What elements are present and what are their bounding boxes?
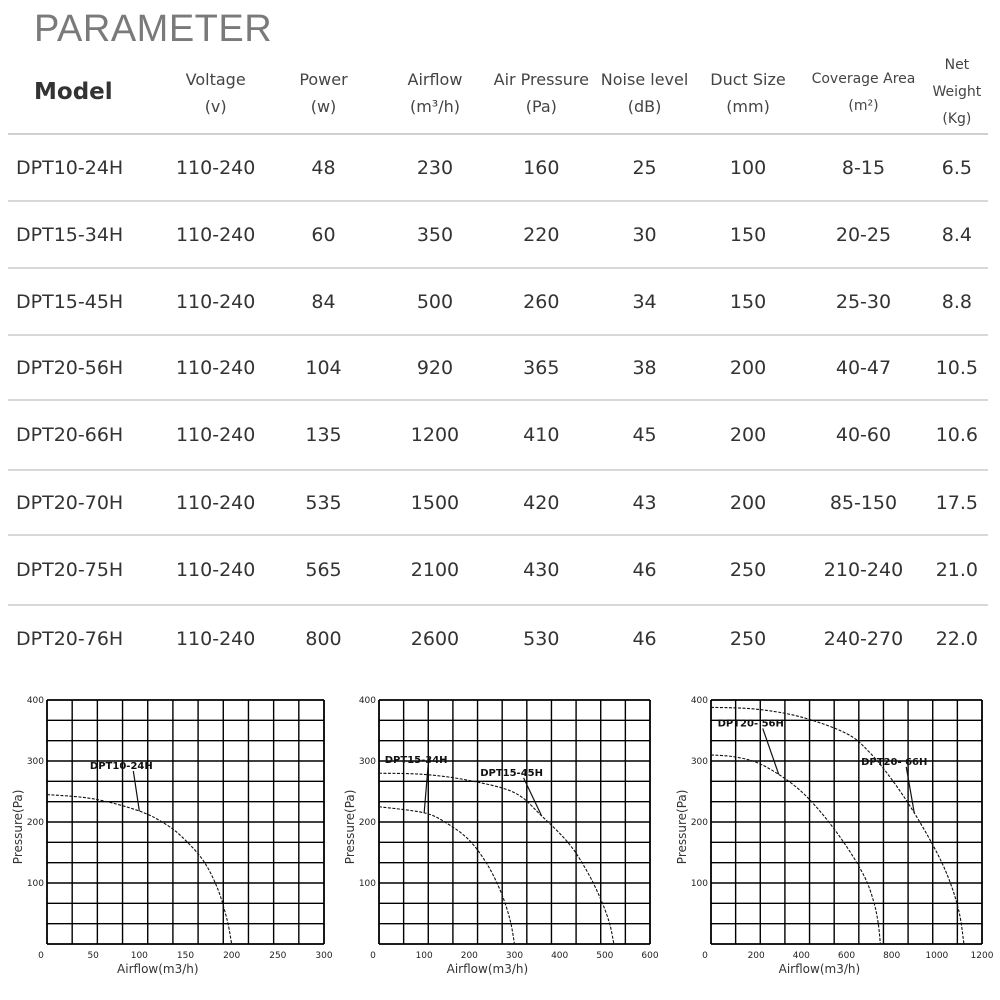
table-cell: 34 bbox=[594, 268, 695, 335]
table-cell: 2600 bbox=[410, 627, 460, 650]
column-header bbox=[382, 52, 489, 134]
table-cell: 46 bbox=[594, 535, 695, 605]
table-cell: 920 bbox=[382, 335, 489, 400]
table-cell: 110-240 bbox=[166, 201, 266, 268]
table-row bbox=[8, 201, 988, 268]
table-cell: 535 bbox=[266, 470, 382, 535]
model-cell: DPT15-45H bbox=[8, 268, 166, 335]
table-cell: 85-150 bbox=[801, 470, 926, 535]
table-cell: 110-240 bbox=[166, 400, 266, 470]
model-cell: DPT20-70H bbox=[8, 470, 166, 535]
table-cell: 110-240 bbox=[166, 470, 266, 535]
x-tick-label: 1000 bbox=[925, 951, 949, 961]
x-axis-label: Airflow(m3/h) bbox=[778, 962, 861, 976]
column-header-unit: (m³/h) bbox=[409, 96, 460, 116]
table-cell: 8.8 bbox=[926, 268, 988, 335]
series-curve bbox=[711, 755, 880, 944]
x-tick-label: 100 bbox=[130, 951, 148, 961]
column-header-label: Coverage Area bbox=[811, 70, 916, 87]
chart-dpt15 bbox=[332, 690, 662, 980]
x-axis-label: Airflow(m3/h) bbox=[117, 962, 199, 976]
table-cell: 800 bbox=[305, 627, 342, 650]
x-tick-label: 400 bbox=[551, 951, 569, 961]
y-tick-label: 200 bbox=[26, 818, 44, 828]
grid bbox=[379, 700, 650, 944]
table-cell: 8.4 bbox=[926, 201, 988, 268]
x-axis-label: Airflow(m3/h) bbox=[446, 962, 529, 976]
table-cell: 250 bbox=[729, 627, 767, 650]
y-axis-label: Pressure(Pa) bbox=[11, 789, 25, 865]
series-leader-line bbox=[424, 765, 428, 813]
table-cell: 200 bbox=[695, 400, 801, 470]
column-header-label: Duct Size bbox=[710, 69, 786, 89]
y-tick-label: 200 bbox=[690, 818, 708, 828]
table-cell: 43 bbox=[594, 470, 695, 535]
table-cell: 160 bbox=[488, 134, 594, 201]
grid bbox=[47, 700, 324, 944]
series-label: DPT15-45H bbox=[480, 767, 544, 779]
table-cell: 1500 bbox=[382, 470, 489, 535]
table-cell: 135 bbox=[266, 400, 382, 470]
x-tick-label: 150 bbox=[176, 951, 195, 961]
x-tick-label: 0 bbox=[370, 951, 376, 961]
series-curve bbox=[379, 773, 614, 944]
y-tick-label: 100 bbox=[26, 879, 44, 889]
series-curve bbox=[47, 795, 232, 944]
table-cell: 250 bbox=[695, 535, 801, 605]
table-cell: 45 bbox=[594, 400, 695, 470]
table-cell: 20-25 bbox=[801, 201, 926, 268]
column-header-unit: (dB) bbox=[627, 96, 662, 116]
table-cell: 100 bbox=[695, 134, 801, 201]
y-tick-label: 200 bbox=[358, 818, 376, 828]
table-cell: 350 bbox=[382, 201, 489, 268]
table-cell: 200 bbox=[695, 470, 801, 535]
parameter-table bbox=[8, 52, 988, 671]
table-cell: 40-60 bbox=[801, 400, 926, 470]
y-tick-label: 100 bbox=[690, 879, 708, 889]
table-cell: 110-240 bbox=[166, 268, 266, 335]
model-cell: DPT20-56H bbox=[8, 335, 166, 400]
chart-dpt10 bbox=[0, 690, 333, 980]
series-label: DPT15-34H bbox=[384, 754, 448, 766]
table-cell: 48 bbox=[266, 134, 382, 201]
model-cell: DPT10-24H bbox=[8, 134, 166, 201]
table-cell: 84 bbox=[266, 268, 382, 335]
model-cell: DPT20-76H bbox=[16, 627, 124, 650]
x-tick-label: 200 bbox=[460, 951, 478, 961]
series-curve bbox=[711, 707, 964, 944]
column-header bbox=[8, 52, 166, 134]
model-cell: DPT20-66H bbox=[8, 400, 166, 470]
table-cell: 10.5 bbox=[926, 335, 988, 400]
x-tick-label: 600 bbox=[641, 951, 659, 961]
table-cell: 25 bbox=[594, 134, 695, 201]
x-tick-label: 0 bbox=[702, 951, 708, 961]
table-cell: 110-240 bbox=[166, 335, 266, 400]
series-label: DPT20- 56H bbox=[717, 718, 784, 730]
column-header bbox=[166, 52, 266, 134]
x-tick-label: 300 bbox=[505, 951, 524, 961]
header-row bbox=[8, 52, 988, 134]
table-cell: 46 bbox=[632, 627, 657, 650]
table-cell: 150 bbox=[695, 201, 801, 268]
table-body bbox=[8, 134, 988, 671]
series-leader-line bbox=[763, 728, 779, 774]
column-header-unit: (m²) bbox=[848, 97, 879, 114]
x-tick-label: 1200 bbox=[970, 951, 994, 961]
y-tick-label: 400 bbox=[690, 696, 708, 706]
table-cell: 530 bbox=[523, 627, 560, 650]
y-tick-label: 300 bbox=[690, 757, 708, 767]
table-row bbox=[8, 335, 988, 400]
chart-dpt20 bbox=[664, 690, 994, 980]
table-cell: 430 bbox=[488, 535, 594, 605]
table-cell: 220 bbox=[488, 201, 594, 268]
y-tick-label: 400 bbox=[26, 696, 44, 706]
table-cell: 40-47 bbox=[801, 335, 926, 400]
x-tick-label: 400 bbox=[792, 951, 810, 961]
column-header-label: Power bbox=[299, 69, 348, 89]
table-cell: 38 bbox=[594, 335, 695, 400]
table-cell: 10.6 bbox=[926, 400, 988, 470]
y-tick-label: 100 bbox=[358, 879, 376, 889]
column-header-unit: (mm) bbox=[726, 96, 770, 116]
table-row bbox=[8, 470, 988, 535]
table-cell: 150 bbox=[695, 268, 801, 335]
table-row bbox=[8, 535, 988, 605]
series-leader-line bbox=[133, 771, 139, 811]
x-tick-label: 800 bbox=[883, 951, 901, 961]
y-axis-label: Pressure(Pa) bbox=[675, 789, 689, 865]
x-tick-label: 300 bbox=[315, 951, 333, 961]
column-header-label: Air Pressure bbox=[493, 69, 589, 89]
table-cell: 6.5 bbox=[926, 134, 988, 201]
table-row bbox=[8, 605, 988, 671]
column-header bbox=[488, 52, 594, 134]
x-tick-label: 200 bbox=[747, 951, 765, 961]
table-cell: 110-240 bbox=[166, 134, 266, 201]
table-cell: 25-30 bbox=[801, 268, 926, 335]
table-cell: 200 bbox=[695, 335, 801, 400]
column-header bbox=[801, 52, 926, 134]
table-cell: 1200 bbox=[382, 400, 489, 470]
grid bbox=[711, 700, 982, 944]
column-header-unit: (Kg) bbox=[942, 111, 972, 127]
column-header bbox=[695, 52, 801, 134]
y-axis-label: Pressure(Pa) bbox=[343, 789, 357, 865]
column-header-label: Model bbox=[34, 79, 113, 105]
table-cell: 110-240 bbox=[175, 627, 256, 650]
x-tick-label: 50 bbox=[87, 951, 99, 961]
column-header-label: Voltage bbox=[185, 69, 246, 89]
column-header-label: Airflow bbox=[407, 69, 463, 89]
table-cell: 230 bbox=[382, 134, 489, 201]
model-cell: DPT20-75H bbox=[8, 535, 166, 605]
y-tick-label: 300 bbox=[358, 757, 376, 767]
x-tick-label: 500 bbox=[596, 951, 614, 961]
x-tick-label: 0 bbox=[38, 951, 44, 961]
table-row bbox=[8, 400, 988, 470]
table-cell: 2100 bbox=[382, 535, 489, 605]
table-cell: 565 bbox=[266, 535, 382, 605]
column-header bbox=[594, 52, 695, 134]
x-tick-label: 250 bbox=[269, 951, 287, 961]
x-tick-label: 100 bbox=[415, 951, 433, 961]
x-tick-label: 600 bbox=[837, 951, 856, 961]
table-cell: 240-270 bbox=[823, 627, 904, 650]
series-label: DPT20- 66H bbox=[861, 756, 928, 768]
table-cell: 210-240 bbox=[801, 535, 926, 605]
table-header bbox=[8, 52, 988, 134]
column-header-unit: (Pa) bbox=[525, 96, 557, 116]
column-header-unit: (w) bbox=[310, 96, 337, 116]
table-row bbox=[8, 268, 988, 335]
table-cell: 17.5 bbox=[926, 470, 988, 535]
table-cell: 21.0 bbox=[926, 535, 988, 605]
table-cell: 500 bbox=[382, 268, 489, 335]
table-cell: 104 bbox=[266, 335, 382, 400]
column-header-unit: (v) bbox=[204, 96, 227, 116]
table-cell: 110-240 bbox=[166, 535, 266, 605]
column-header-label: Noise level bbox=[600, 69, 689, 89]
table-cell: 365 bbox=[488, 335, 594, 400]
column-header-label: Net Weight bbox=[932, 57, 982, 100]
y-tick-label: 400 bbox=[358, 696, 376, 706]
table-cell: 30 bbox=[594, 201, 695, 268]
table-row bbox=[8, 134, 988, 201]
column-header bbox=[266, 52, 382, 134]
table-cell: 260 bbox=[488, 268, 594, 335]
table-cell: 420 bbox=[488, 470, 594, 535]
y-tick-label: 300 bbox=[26, 757, 44, 767]
page-title: PARAMETER bbox=[34, 8, 273, 50]
model-cell: DPT15-34H bbox=[8, 201, 166, 268]
table-cell: 410 bbox=[488, 400, 594, 470]
column-header bbox=[926, 52, 988, 134]
table-cell: 60 bbox=[266, 201, 382, 268]
table-cell: 22.0 bbox=[935, 627, 979, 650]
series-label: DPT10-24H bbox=[89, 761, 153, 773]
x-tick-label: 200 bbox=[223, 951, 241, 961]
table-cell: 8-15 bbox=[801, 134, 926, 201]
